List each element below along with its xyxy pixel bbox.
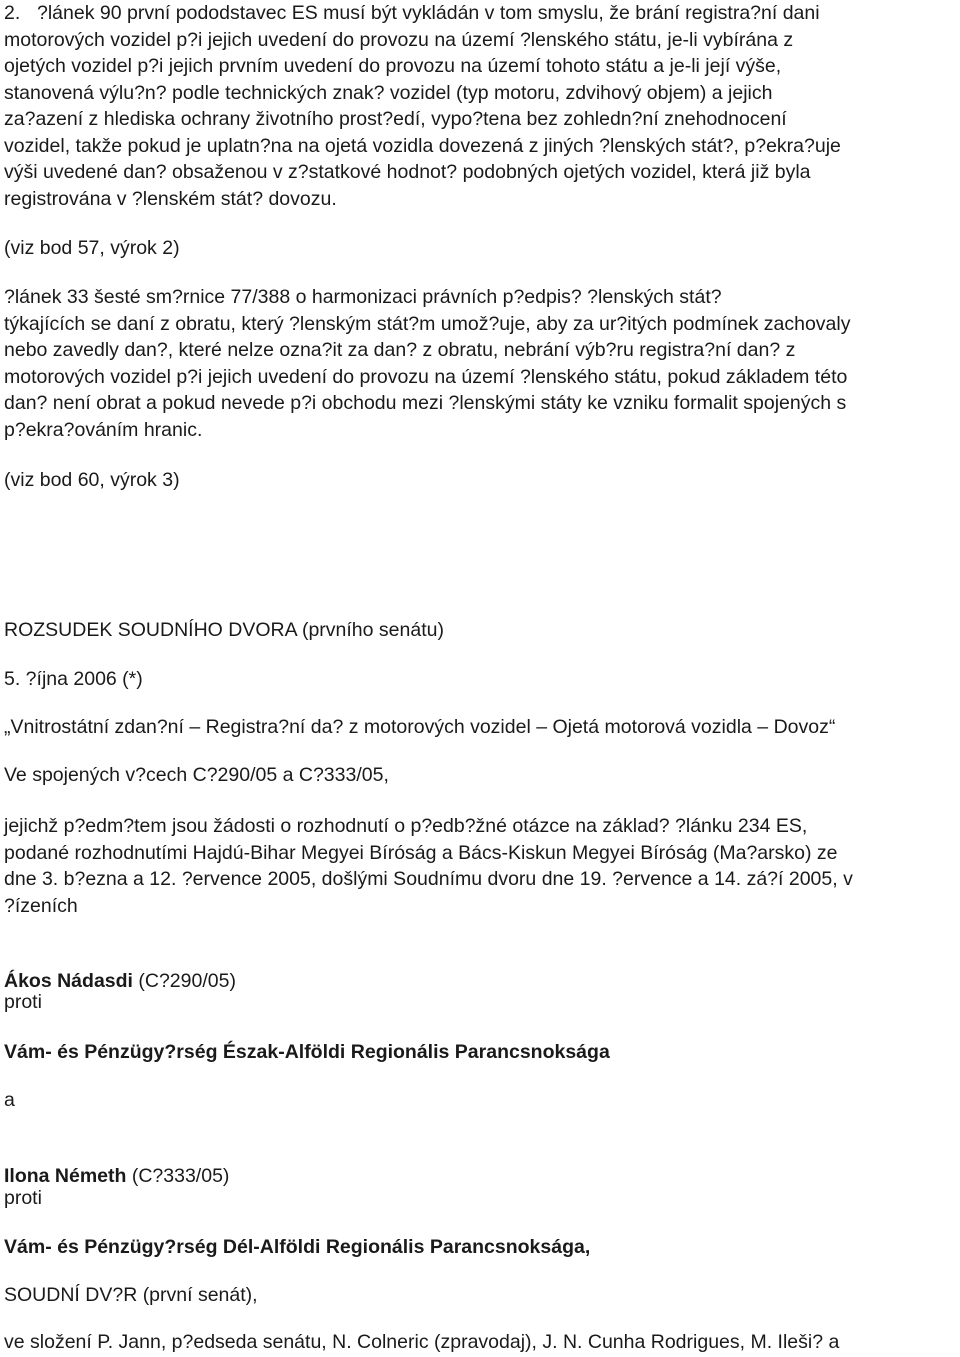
court-composition: ve složení P. Jann, p?edseda senátu, N. Colneric (zpravodaj), J. N. Cunha Rodrigues, M. Ileši? a <box>4 1331 840 1353</box>
reference-bod-60: (viz bod 60, výrok 3) <box>4 469 180 491</box>
operative-point-3-text: ?lánek 33 šesté sm?rnice 77/388 o harmonizaci právních p?edpis? ?lenských stát? týkajících se daní z obratu, který ?lenským stát?m umož?uje, aby za ur?itých podmínek zachovaly nebo zavedly dan?, které nelze ozna?it za dan? z obratu, nebrání výb?ru registra?ní dan? z motorových vozidel p?i jejich uvedení do provozu na území ?lenského státu, pokud základem této dan? není obrat a pokud nevede p?i obchodu mezi ?lenskými státy ke vzniku formalit spojených s p?ekra?ováním hranic. <box>4 286 851 441</box>
judgment-date: 5. ?íjna 2006 (*) <box>4 668 143 690</box>
conjunction-a: a <box>4 1089 15 1111</box>
party-2-case: (C?333/05) <box>126 1164 230 1187</box>
court-name: SOUDNÍ DV?R (první senát), <box>4 1284 258 1306</box>
authority-2: Vám- és Pénzügy?rség Dél-Alföldi Regionális Parancsnoksága, <box>4 1236 591 1258</box>
proti-1: proti <box>4 991 42 1013</box>
party-1 <box>4 941 956 994</box>
operative-point-2-text: ?lánek 90 první pododstavec ES musí být vykládán v tom smyslu, že brání registra?ní dani motorových vozidel p?i jejich uvedení do provozu na území ?lenského státu, je-li vybírána z ojetých vozidel p?i jejich prvním uvedení do provozu na území tohoto státu a je-li její výše, stanovená výlu?n? podle technických znak? vozidel (typ motoru, zdvihový objem) a jejich za?azení z hlediska ochrany životního prost?edí, vypo?tena bez zohledn?ní znehodnocení vozidel, takže pokud je uplatn?na na ojetá vozidla dovezená z jiných ?lenských stát?, p?ekra?uje výši uvedené dan? obsaženou v z?statkové hodnot? podobných ojetých vozidel, která již byla registrována v ?lenském stát? dovozu. <box>4 2 841 210</box>
judgment-title: ROZSUDEK SOUDNÍHO DVORA (prvního senátu) <box>4 619 444 641</box>
keywords: „Vnitrostátní zdan?ní – Registra?ní da? z motorových vozidel – Ojetá motorová vozidla – Dovoz“ <box>4 716 836 738</box>
joined-cases: Ve spojených v?cech C?290/05 a C?333/05, <box>4 764 389 786</box>
subject-paragraph: jejichž p?edm?tem jsou žádosti o rozhodnutí o p?edb?žné otázce na základ? ?lánku 234 ES, podané rozhodnutími Hajdú-Bihar Megyei Bíróság a Bács-Kiskun Megyei Bíróság (Ma?arsko) ze dne 3. b?ezna a 12. ?ervence 2005, došlými Soudnímu dvoru dne 19. ?ervence a 14. zá?í 2005, v ?ízeních <box>4 815 853 917</box>
party-2 <box>4 1136 956 1189</box>
authority-1: Vám- és Pénzügy?rség Észak-Alföldi Regionális Parancsnoksága <box>4 1041 610 1063</box>
party-2-name: Ilona Németh <box>4 1164 127 1187</box>
party-1-case: (C?290/05) <box>132 969 236 992</box>
reference-bod-57: (viz bod 57, výrok 2) <box>4 237 180 259</box>
proti-2: proti <box>4 1187 42 1209</box>
point-number: 2. <box>4 2 21 24</box>
party-1-name: Ákos Nádasdi <box>4 969 133 992</box>
